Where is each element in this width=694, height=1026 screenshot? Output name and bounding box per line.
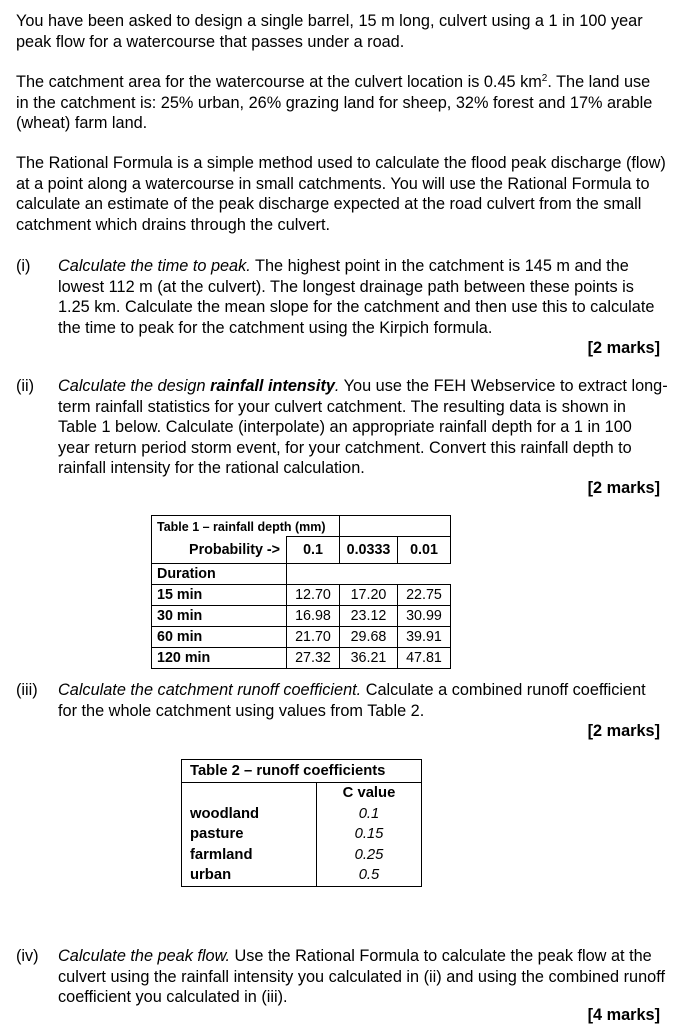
table2-land: urban: [190, 867, 232, 883]
table2-c: 0.25: [354, 846, 384, 863]
table1-duration-label: Duration: [152, 564, 287, 585]
question-1-label: (i): [16, 257, 31, 275]
table1-cell: 21.70: [287, 627, 340, 648]
land-use-text: . The land use in the catchment is: 25% urban, 26% grazing land for sheep, 32% forest and 17% arable (wheat) farm land.: [16, 73, 653, 132]
table2-title: Table 2 – runoff coefficients: [182, 760, 422, 783]
question-3-marks: [2 marks]: [587, 722, 660, 740]
question-2-lead-end: .: [334, 377, 340, 395]
table1-col-header: 0.1: [287, 537, 340, 564]
question-2-label: (ii): [16, 377, 35, 395]
table1-col-header: 0.01: [398, 537, 451, 564]
table1-probability-label: Probability ->: [152, 537, 287, 564]
table-row: [152, 627, 451, 648]
table1-col-header: 0.0333: [340, 537, 398, 564]
table1-cell: 16.98: [287, 606, 340, 627]
catchment-area-text: The catchment area for the watercourse at the culvert location is 0.45 km: [16, 73, 542, 91]
table-row: [152, 606, 451, 627]
question-3-text: [58, 680, 668, 721]
question-2-text: [58, 376, 668, 479]
question-4-lead: Calculate the peak flow.: [58, 947, 230, 965]
table1-cell: 29.68: [340, 627, 398, 648]
table2-land-use-column: [182, 783, 317, 887]
intro-paragraph-2: [16, 72, 666, 134]
table1-cell: 12.70: [287, 585, 340, 606]
question-1-marks: [2 marks]: [587, 339, 660, 357]
table1-duration: 15 min: [152, 585, 287, 606]
table1-cell: 27.32: [287, 648, 340, 669]
table2-c: 0.1: [358, 805, 380, 822]
question-4-body: Use the Rational Formula to calculate the peak flow at the culvert using the rainfall intensity you calculated in (ii) and using the combined runoff coefficient you calculated in (iii).: [58, 947, 665, 1006]
rainfall-depth-table: [151, 515, 451, 669]
table2-land: woodland: [190, 805, 260, 822]
table2-value-header: C value: [342, 785, 396, 801]
question-2-lead-bold: rainfall intensity: [210, 377, 335, 395]
intro-paragraph-3: The Rational Formula is a simple method used to calculate the flood peak discharge (flow) at a point along a watercourse in small catchments. You will use the Rational Formula to calculate an estimate of the peak discharge expected at the road culvert from the small catchment which drains through the culvert.: [16, 154, 666, 234]
table2-c-value-column: [317, 783, 422, 887]
table-row: [152, 585, 451, 606]
table1-cell: 36.21: [340, 648, 398, 669]
table1-duration: 120 min: [152, 648, 287, 669]
question-4-label: (iv): [16, 947, 39, 965]
table1-cell: 17.20: [340, 585, 398, 606]
superscript-2: 2: [541, 73, 548, 84]
table1-cell: 30.99: [398, 606, 451, 627]
question-1-lead: Calculate the time to peak.: [58, 257, 251, 275]
runoff-coefficient-table: [181, 759, 422, 887]
table1-duration: 30 min: [152, 606, 287, 627]
intro-paragraph-1: You have been asked to design a single barrel, 15 m long, culvert using a 1 in 100 year peak flow for a watercourse that passes under a road.: [16, 12, 643, 51]
question-1-body: The highest point in the catchment is 145 m and the lowest 112 m (at the culvert). The longest drainage path between these points is 1.25 km. Calculate the mean slope for the catchment and then use this to calculate the time to peak for the catchment using the Kirpich formula.: [58, 257, 655, 337]
question-3-lead: Calculate the catchment runoff coefficient.: [58, 681, 362, 699]
question-2-marks: [2 marks]: [587, 479, 660, 497]
question-3-label: (iii): [16, 681, 38, 699]
table1-cell: 23.12: [340, 606, 398, 627]
question-2-body: You use the FEH Webservice to extract long-term rainfall statistics for your culvert catchment. The resulting data is shown in Table 1 below. Calculate (interpolate) an appropriate rainfall depth for a 1 in 100 year return period storm event, for your catchment. Convert this rainfall depth to rainfall intensity for the rational calculation.: [58, 377, 668, 477]
question-4-text: [58, 946, 668, 1008]
table2-land: pasture: [190, 826, 244, 842]
table2-c: 0.5: [358, 867, 380, 883]
table1-cell: 47.81: [398, 648, 451, 669]
table-row: [152, 648, 451, 669]
table2-c: 0.15: [354, 826, 384, 842]
question-2-lead: Calculate the design: [58, 377, 211, 395]
table1-cell: 39.91: [398, 627, 451, 648]
table1-duration: 60 min: [152, 627, 287, 648]
question-1-text: [58, 256, 668, 338]
question-4-marks: [4 marks]: [587, 1006, 660, 1024]
table1-cell: 22.75: [398, 585, 451, 606]
question-3-body: Calculate a combined runoff coefficient for the whole catchment using values from Table 2.: [58, 681, 646, 720]
table2-land: farmland: [190, 846, 253, 863]
table1-caption: Table 1 – rainfall depth (mm): [152, 516, 340, 537]
